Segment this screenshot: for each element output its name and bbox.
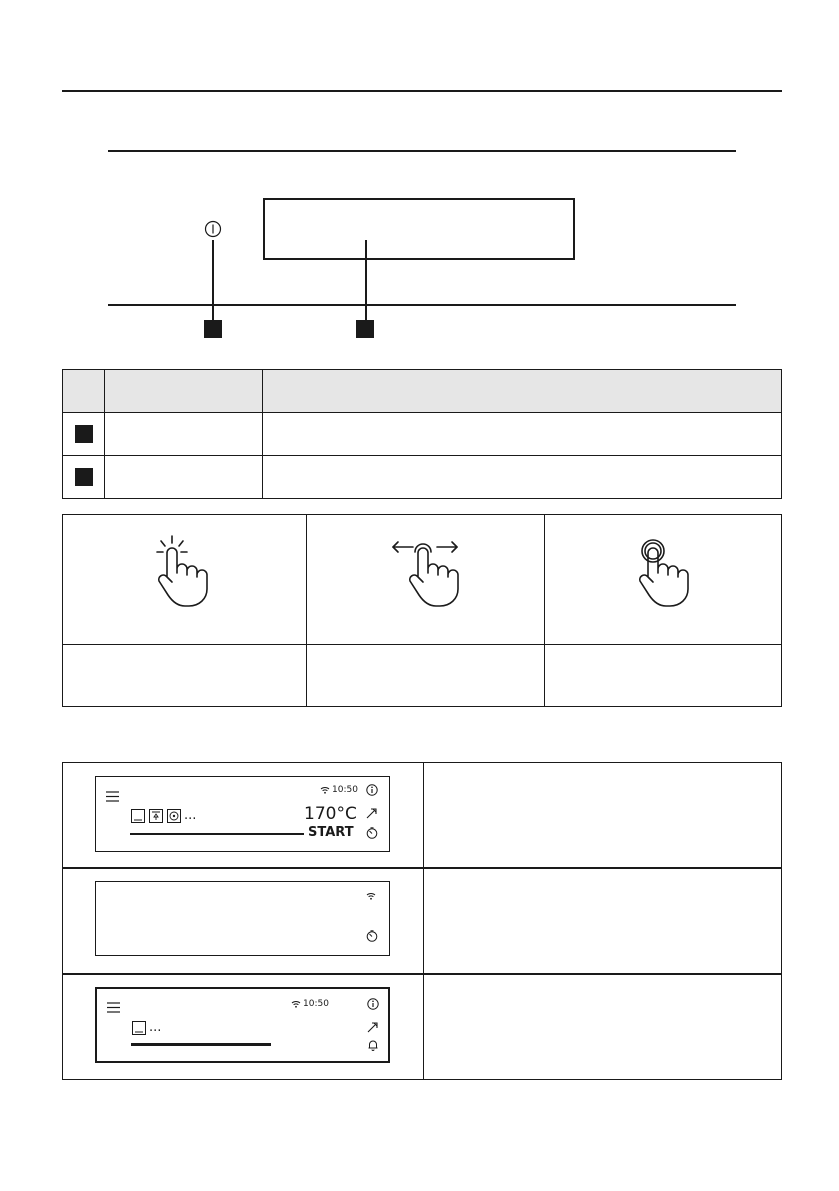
panel-top-edge bbox=[108, 150, 736, 152]
row-number-badge bbox=[75, 468, 93, 486]
timer-icon[interactable] bbox=[366, 930, 378, 942]
gesture-swipe bbox=[307, 515, 544, 706]
column-divider bbox=[423, 763, 424, 1079]
leader-line-1 bbox=[212, 240, 214, 320]
display-screen-main bbox=[95, 776, 390, 852]
power-icon[interactable] bbox=[202, 218, 224, 240]
timer-icon[interactable] bbox=[366, 827, 378, 839]
top-rule bbox=[62, 90, 782, 92]
callout-2 bbox=[356, 320, 374, 338]
display-screen-standby bbox=[95, 881, 390, 956]
clock-time: 10:50 bbox=[303, 999, 329, 1009]
more-functions[interactable]: ... bbox=[184, 808, 197, 823]
display-screen-running bbox=[95, 987, 390, 1063]
callout-1 bbox=[204, 320, 222, 338]
press-hold-gesture-icon bbox=[633, 533, 693, 609]
menu-icon[interactable] bbox=[106, 791, 119, 802]
wifi-icon bbox=[366, 892, 376, 900]
row-name bbox=[105, 413, 263, 456]
info-icon[interactable] bbox=[367, 998, 379, 1010]
header-function bbox=[105, 370, 263, 413]
row-description bbox=[263, 413, 782, 456]
row-description bbox=[263, 456, 782, 499]
tap-gesture-icon bbox=[152, 533, 212, 609]
fan-heat-icon[interactable] bbox=[149, 809, 163, 823]
gestures-table bbox=[62, 514, 782, 707]
probe-icon[interactable] bbox=[367, 1021, 379, 1033]
clock-time: 10:50 bbox=[332, 785, 358, 795]
table-row bbox=[63, 456, 782, 499]
oven-function-icon[interactable] bbox=[132, 1021, 146, 1035]
panel-display bbox=[263, 198, 575, 260]
more-functions[interactable]: ... bbox=[149, 1020, 162, 1035]
table-row bbox=[63, 413, 782, 456]
spec-table bbox=[62, 369, 782, 499]
gesture-tap bbox=[63, 515, 306, 706]
table-header-row bbox=[63, 370, 782, 413]
progress-bar bbox=[131, 1043, 271, 1046]
progress-bar bbox=[130, 833, 304, 835]
info-icon[interactable] bbox=[366, 784, 378, 796]
wifi-icon bbox=[320, 786, 330, 794]
menu-icon[interactable] bbox=[107, 1002, 120, 1013]
display-states-table bbox=[62, 762, 782, 1080]
row-divider bbox=[63, 867, 781, 869]
gesture-press-hold bbox=[545, 515, 782, 706]
oven-function-icon[interactable] bbox=[131, 809, 145, 823]
probe-icon[interactable] bbox=[366, 807, 378, 819]
panel-bottom-edge bbox=[108, 304, 736, 306]
header-description bbox=[263, 370, 782, 413]
wifi-icon bbox=[291, 1000, 301, 1008]
header-number bbox=[63, 370, 105, 413]
start-button[interactable]: START bbox=[308, 825, 354, 840]
leader-line-2 bbox=[365, 240, 367, 320]
fan-icon[interactable] bbox=[167, 809, 181, 823]
row-name bbox=[105, 456, 263, 499]
row-divider bbox=[63, 973, 781, 975]
temperature-value[interactable]: 170°C bbox=[304, 804, 357, 824]
bell-icon[interactable] bbox=[367, 1039, 379, 1051]
swipe-gesture-icon bbox=[389, 533, 465, 609]
row-number-badge bbox=[75, 425, 93, 443]
